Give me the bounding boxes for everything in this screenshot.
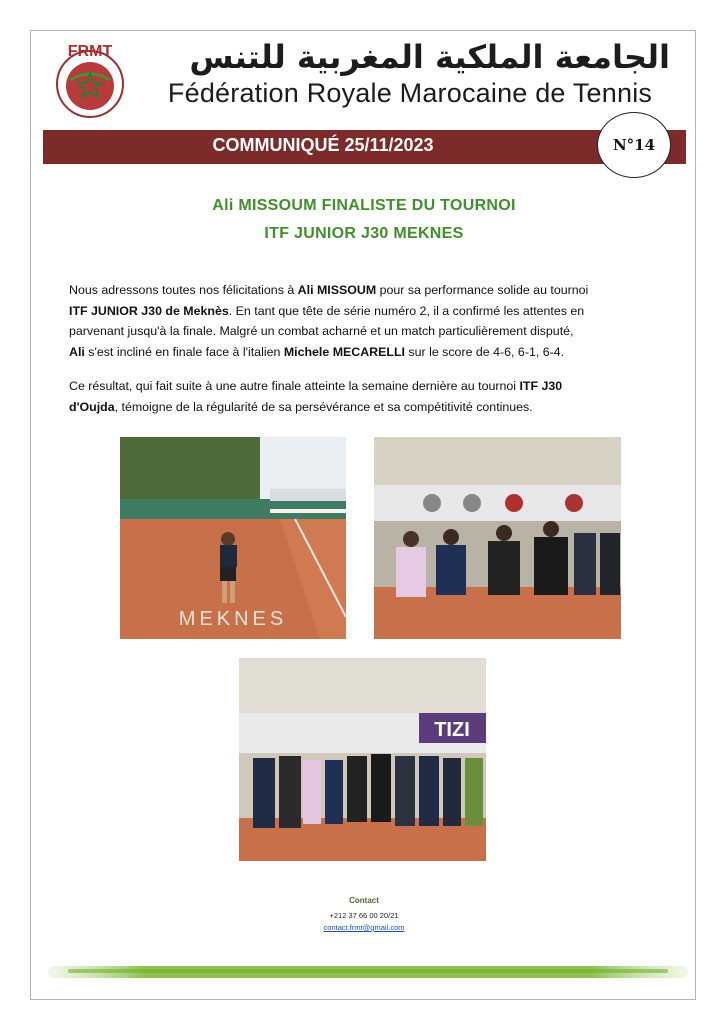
communique-number-badge xyxy=(597,112,671,178)
paragraph-2: Ce résultat, qui fait suite à une autre finale atteinte la semaine dernière au tournoi ITF J30 d'Oujda, témoigne de la régularité de sa persévérance et sa compétitivité continues. xyxy=(69,379,563,414)
photo-player-meknes-court xyxy=(120,437,346,639)
federation-name-arabic: الجامعة الملكية المغربية للتنس xyxy=(189,38,670,76)
contact-phone: +212 37 66 00 20/21 xyxy=(329,911,399,920)
contact-email-link[interactable]: contact.frmt@gmail.com xyxy=(323,923,405,932)
federation-name-french: Fédération Royale Marocaine de Tennis xyxy=(167,78,653,108)
communique-number: N°14 xyxy=(612,136,656,154)
headline-line-2: ITF JUNIOR J30 MEKNES xyxy=(264,225,464,242)
logo-text: FRMT xyxy=(67,43,113,60)
paragraph-1: Nous adressons toutes nos félicitations à Ali MISSOUM pour sa performance solide au tournoi ITF JUNIOR J30 de Meknès. En tant que tête de série numéro 2, il a confirmé les attentes en parvenant jusqu'à la finale. Malgré un combat acharné et un match particulièrement disputé, Ali s'est incliné en finale face à l'italien Michele MECARELLI sur le score de 4-6, 6-1, 6-4. xyxy=(69,283,589,359)
court-text-meknes: MEKNES xyxy=(178,608,288,630)
contact-heading: Contact xyxy=(349,896,379,905)
photo-ceremony-group xyxy=(239,658,486,861)
grass-divider xyxy=(48,962,688,982)
communique-date: COMMUNIQUÉ 25/11/2023 xyxy=(212,135,434,155)
photo-finalists-podium xyxy=(374,437,621,639)
sponsor-banner-text: TIZI xyxy=(434,719,470,741)
frmt-logo xyxy=(48,40,132,120)
headline-line-1: Ali MISSOUM FINALISTE DU TOURNOI xyxy=(212,197,516,214)
